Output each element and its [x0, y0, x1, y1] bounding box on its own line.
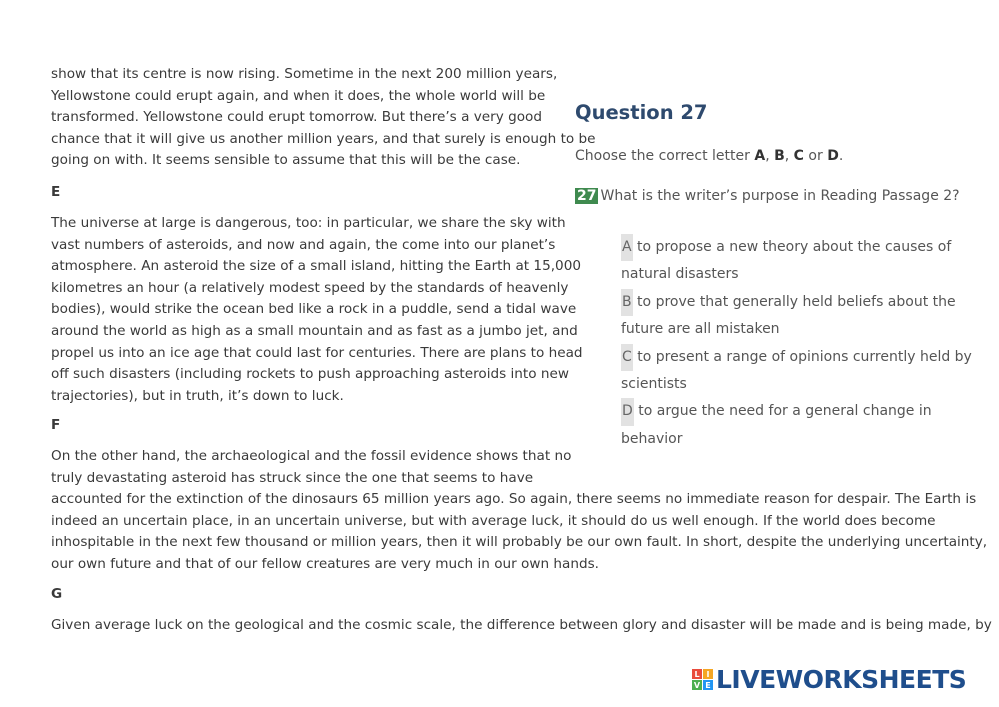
paragraph-line: Yellowstone could erupt again, and when it does, the whole world will be [51, 87, 546, 104]
instruction-suffix: . [838, 148, 844, 164]
instruction-letter-c: C [793, 148, 804, 164]
instruction-separator: or [803, 148, 828, 164]
paragraph-line: propel us into an ice age that could last for centuries. There are plans to head [51, 344, 583, 361]
instruction-letter-a: A [754, 148, 766, 164]
option-line [621, 398, 966, 425]
paragraph-g [51, 615, 992, 637]
question-instruction [575, 148, 843, 164]
question-title: Question 27 [575, 101, 708, 124]
question-number-badge: 27 [577, 188, 597, 204]
option-line: future are all mistaken [621, 321, 780, 338]
option-line [621, 289, 966, 316]
logo-text: LIVEWORKSHEETS [716, 665, 967, 694]
question-stem [575, 188, 960, 204]
paragraph-line: kilometres an hour (a relatively modest speed by the standards of heavenly [51, 279, 569, 296]
paragraph-line: transformed. Yellowstone could erupt tomorrow. But there’s a very good [51, 109, 542, 126]
instruction-separator: , [784, 148, 794, 164]
option-text: to propose a new theory about the causes of [632, 239, 952, 255]
instruction-separator: , [765, 148, 775, 164]
liveworksheets-logo[interactable] [692, 665, 966, 694]
option-text: to argue the need for a general change in [633, 403, 932, 420]
logo-icon [692, 669, 713, 690]
option-letter: B [621, 289, 633, 316]
answer-option-c[interactable] [621, 344, 972, 399]
paragraph-line: accounted for the extinction of the dinosaurs 65 million years ago. So again, there seems no immediate reason for despair. The Earth is [51, 491, 977, 508]
option-letter: A [621, 234, 633, 261]
paragraph-line: Given average luck on the geological and the cosmic scale, the difference between glory and disaster will be made and is being made, by [51, 617, 992, 633]
option-line [621, 234, 966, 261]
instruction-letter-b: B [774, 148, 785, 164]
paragraph-line: our own future and that of our fellow creatures are very much in our own hands. [51, 555, 599, 572]
paragraph-line: truly devastating asteroid has struck since the one that seems to have [51, 469, 534, 486]
option-line: scientists [621, 376, 687, 393]
answer-option-a[interactable] [621, 234, 966, 289]
paragraph-line: going on with. It seems sensible to assume that this will be the case. [51, 152, 521, 169]
paragraph-line: indeed an uncertain place, in an uncertain universe, but with average luck, it should do us well enough. If the world does become [51, 512, 936, 529]
answer-option-d[interactable] [621, 398, 966, 453]
section-heading-g: G [51, 586, 63, 602]
option-letter: C [621, 344, 633, 371]
option-line: natural disasters [621, 266, 739, 283]
option-text: to prove that generally held beliefs about the [632, 293, 956, 310]
paragraph-line: around the world as high as a small mountain and as fast as a jumbo jet, and [51, 322, 578, 339]
paragraph-line: off such disasters (including rockets to push approaching asteroids into new [51, 366, 569, 383]
paragraph-line: trajectories), but in truth, it’s down to luck. [51, 387, 344, 404]
paragraph-line: chance that it will give us another million years, and that surely is enough to be [51, 130, 596, 147]
paragraph-line: On the other hand, the archaeological and the fossil evidence shows that no [51, 448, 572, 464]
option-line: behavior [621, 430, 683, 447]
answer-option-b[interactable] [621, 289, 966, 344]
paragraph-f [51, 446, 987, 576]
paragraph-line: show that its centre is now rising. Sometime in the next 200 million years, [51, 66, 558, 82]
logo-cell: E [703, 680, 713, 690]
answer-options [621, 234, 972, 453]
instruction-text: Choose the correct letter [575, 148, 755, 164]
paragraph-e [51, 213, 583, 407]
section-heading-e: E [51, 184, 61, 200]
paragraph-line: The universe at large is dangerous, too: in particular, we share the sky with [51, 215, 566, 231]
paragraph-line: inhospitable in the next few thousand or million years, then it will probably be our own fault. In short, despite the underlying uncertainty, [51, 534, 988, 551]
paragraph-line: vast numbers of asteroids, and now and again, the come into our planet’s [51, 236, 556, 253]
option-letter: D [621, 398, 634, 425]
paragraph-line: atmosphere. An asteroid the size of a small island, hitting the Earth at 15,000 [51, 258, 581, 275]
option-line [621, 344, 972, 371]
section-heading-f: F [51, 417, 61, 433]
paragraph-line: bodies), would strike the ocean bed like a rock in a puddle, send a tidal wave [51, 301, 577, 318]
logo-cell: I [703, 669, 713, 679]
option-text: to present a range of opinions currently held by [632, 348, 972, 365]
logo-cell: L [692, 669, 702, 679]
paragraph-d-end [51, 64, 596, 172]
question-stem-text: What is the writer’s purpose in Reading Passage 2? [600, 188, 960, 204]
logo-cell: V [693, 680, 701, 690]
instruction-letter-d: D [827, 148, 839, 164]
